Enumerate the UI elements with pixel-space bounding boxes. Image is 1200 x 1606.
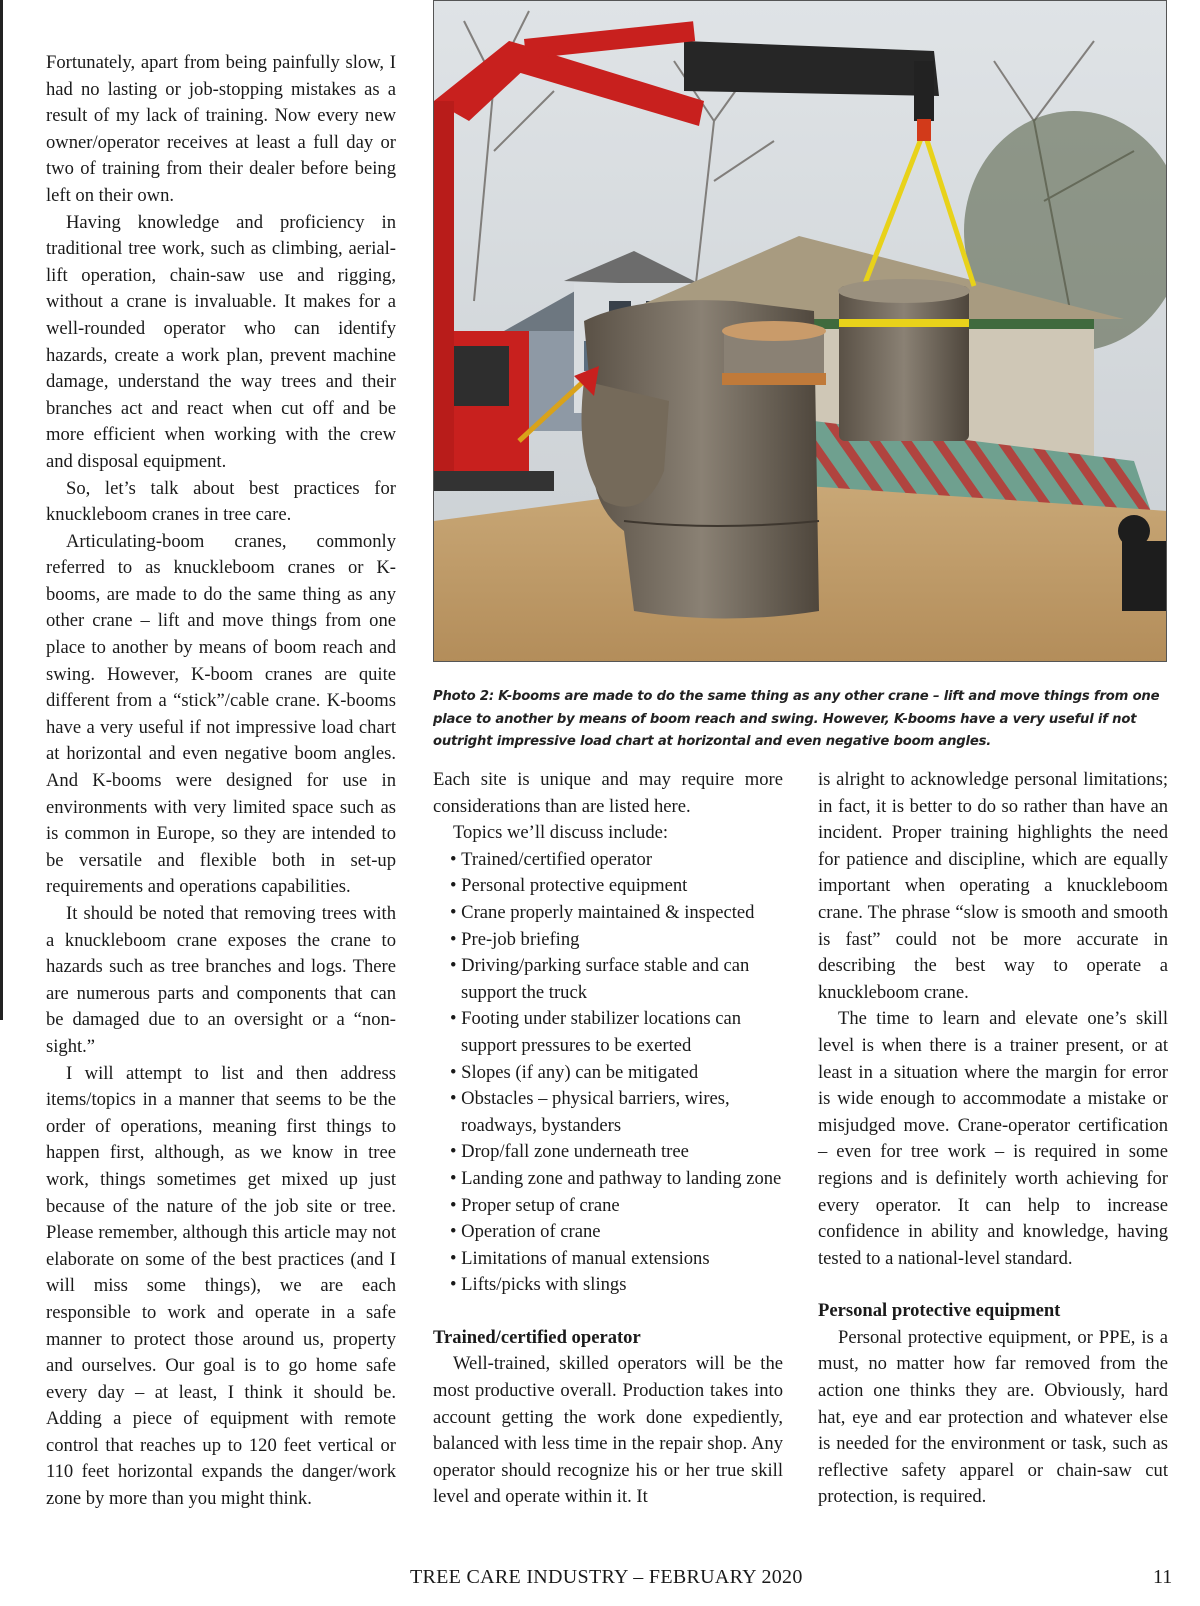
list-item: • Obstacles – physical barriers, wires, roadways, bystanders (433, 1086, 783, 1139)
list-item: • Crane properly maintained & inspected (433, 900, 783, 927)
page-number: 11 (1153, 1566, 1173, 1588)
list-item: • Driving/parking surface stable and can support the truck (433, 953, 783, 1006)
left-paragraph-5: It should be noted that removing trees with a knuckleboom crane exposes the crane to hazards such as tree branches and logs. There are numerous parts and components that can be damaged due to an oversight or a “non-sight.” (46, 903, 396, 1057)
left-paragraph-6: I will attempt to list and then address items/topics in a manner that seems to be the order of operations, meaning first things to happen first, although, as we know in tree work, things sometimes get mixed up just because of the nature of the job site or tree. Please remember, although this article may not elaborate on some of the best practices (and I will miss some things), we are each responsible to work and operate in a safe manner to protect those around us, property and ourselves. Our goal is to go home safe every day – at least, I think it should be. Adding a piece of equipment with remote control that reaches up to 120 feet vertical or 110 feet horizontal expands the danger/work zone by more than you might think. (46, 1062, 396, 1510)
section-heading-trained-operator: Trained/certified operator (433, 1326, 641, 1348)
list-item: • Lifts/picks with slings (433, 1272, 783, 1299)
page-edge-strip (0, 0, 3, 1020)
crane-photo (433, 0, 1167, 662)
topics-lead: Topics we’ll discuss include: (453, 822, 669, 844)
left-paragraph-1: Fortunately, apart from being painfully slow, I had no lasting or job-stopping mistakes as a result of my lack of training. Now every new owner/operator receives at least a full day or two of training from their dealer before being left on their own. (46, 52, 396, 206)
list-item: • Slopes (if any) can be mitigated (433, 1060, 783, 1087)
list-item: • Operation of crane (433, 1219, 783, 1246)
publication-footer: TREE CARE INDUSTRY – FEBRUARY 2020 (410, 1566, 803, 1588)
list-item: • Drop/fall zone underneath tree (433, 1139, 783, 1166)
list-item: • Pre-job briefing (433, 927, 783, 954)
left-paragraph-4: Articulating-boom cranes, commonly referred to as knuckleboom cranes or K-booms, are made to do the same thing as any other crane – lift and move things from one place to another by means of boom reach and swing. However, K-boom cranes are quite different from a “stick”/cable crane. K-booms have a very useful if not impressive load chart at horizontal and even negative boom angles. And K-booms were designed for use in environments with very limited space such as is common in Europe, so they are intended to be versatile and flexible both in set-up requirements and operations capabilities. (46, 530, 396, 898)
list-item: • Limitations of manual extensions (433, 1246, 783, 1273)
left-column (46, 50, 396, 1513)
right-continuation: is alright to acknowledge personal limitations; in fact, it is better to do so rather than have an incident. Proper training highlights the need for patience and discipline, which are equally important when operating a knuckleboom crane. The phrase “slow is smooth and smooth is fast” could not be more accurate in describing the best way to operate a knuckleboom crane. (818, 769, 1168, 1003)
left-paragraph-3: So, let’s talk about best practices for knuckleboom cranes in tree care. (46, 477, 396, 526)
crane-photo-illustration (434, 1, 1167, 662)
list-item: • Landing zone and pathway to landing zone (433, 1166, 783, 1193)
section-heading-ppe: Personal protective equipment (818, 1300, 1061, 1322)
list-item: • Trained/certified operator (433, 847, 783, 874)
list-item: • Personal protective equipment (433, 873, 783, 900)
list-item: • Proper setup of crane (433, 1193, 783, 1220)
left-paragraph-2: Having knowledge and proficiency in traditional tree work, such as climbing, aerial-lift operation, chain-saw use and rigging, without a crane is invaluable. It makes for a well-rounded operator who can identify hazards, create a work plan, prevent machine damage, understand the way trees and their branches act and react when cut off and be more efficient when working with the crew and disposal equipment. (46, 211, 396, 472)
middle-column (433, 767, 783, 1511)
trained-operator-paragraph: Well-trained, skilled operators will be the most productive overall. Production takes into account getting the work done expediently, balanced with less time in the repair shop. Any operator should recognize his or her true skill level and operate within it. It (433, 1353, 783, 1508)
topics-list (433, 847, 783, 1299)
right-column (818, 767, 1168, 1511)
photo-caption: Photo 2: K-booms are made to do the same thing as any other crane – lift and move things from one place to another by means of boom reach and swing. However, K-booms have a very useful if not outright impressive load chart at horizontal and even negative boom angles. (433, 689, 1160, 749)
list-item: • Footing under stabilizer locations can support pressures to be exerted (433, 1006, 783, 1059)
right-paragraph-2: The time to learn and elevate one’s skill level is when there is a trainer present, or at least in a situation where the margin for error is wide enough to accommodate a mistake or misjudged move. Crane-operator certification – even for tree work – is required in some regions and is definitely worth achieving for every operator. It can help to increase confidence in ability and knowledge, having tested to a national-level standard. (818, 1008, 1168, 1269)
ppe-paragraph: Personal protective equipment, or PPE, is a must, no matter how far removed from the action one thinks they are. Obviously, hard hat, eye and ear protection and whatever else is needed for the environment or task, such as reflective safety apparel or chain-saw cut protection, is required. (818, 1326, 1168, 1508)
middle-intro: Each site is unique and may require more considerations than are listed here. (433, 769, 783, 817)
